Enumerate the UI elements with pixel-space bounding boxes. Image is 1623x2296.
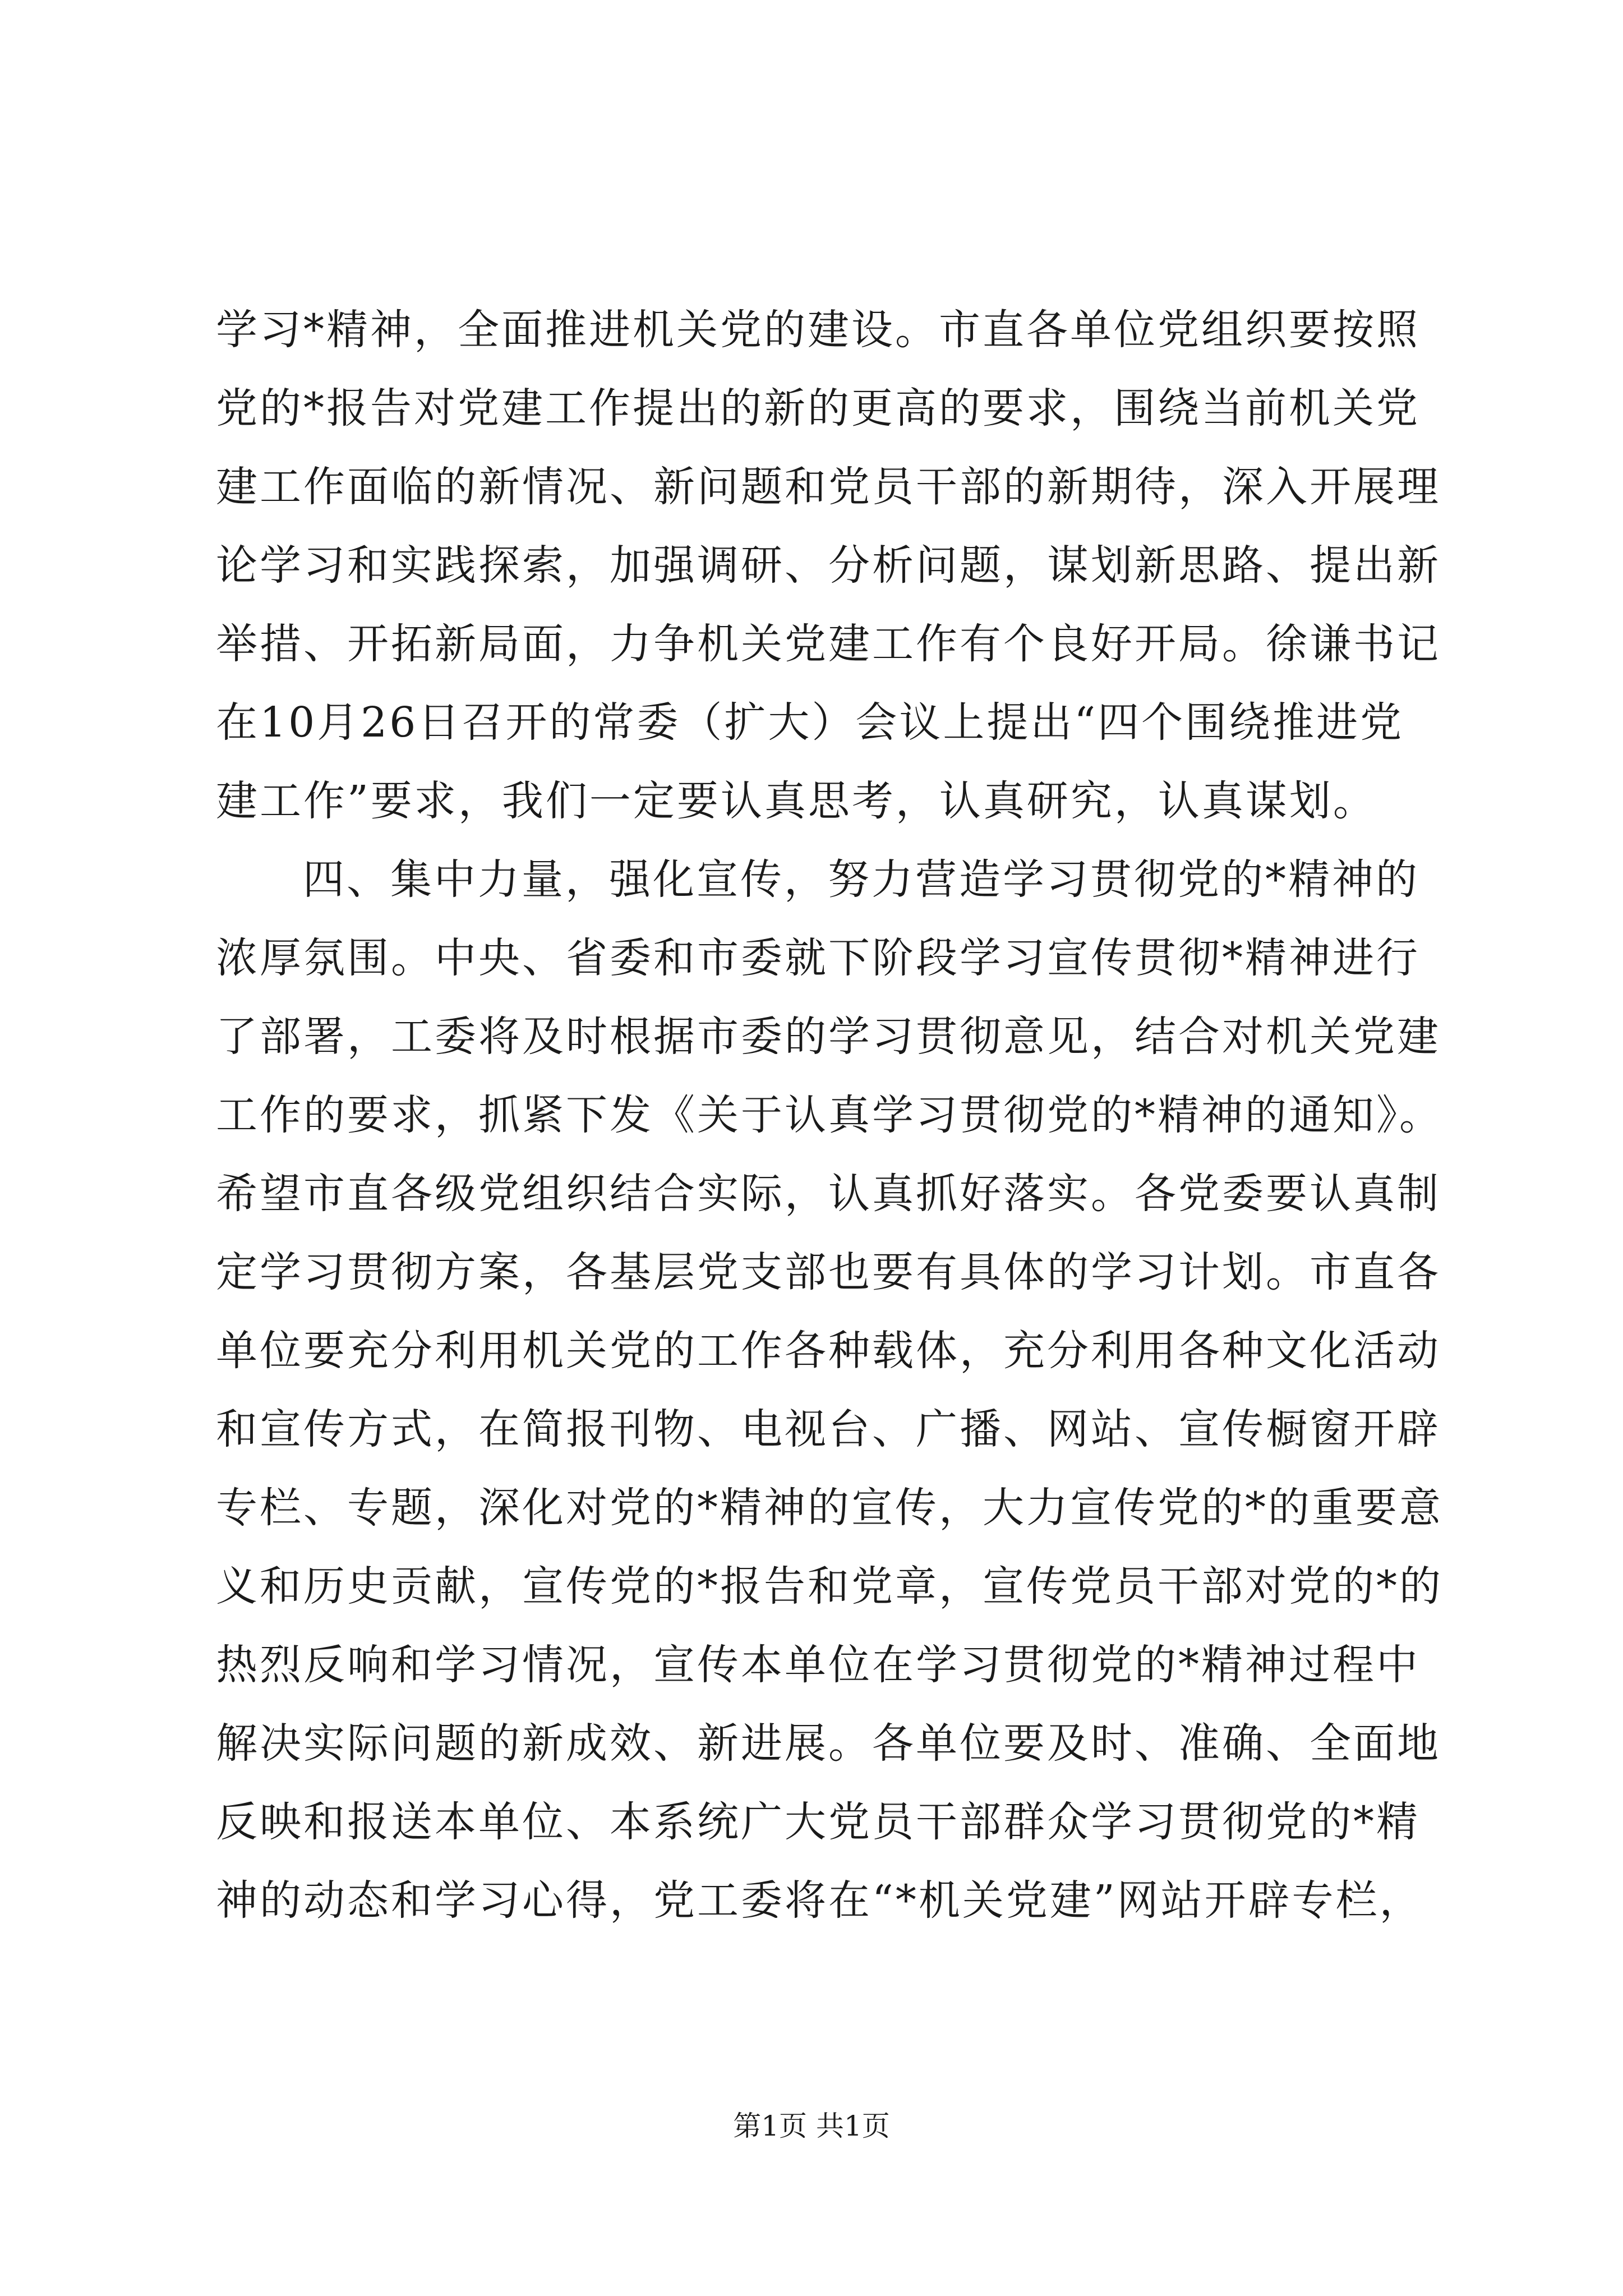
text-line: 在10月26日召开的常委（扩大）会议上提出“四个围绕推进党 [216, 698, 1404, 747]
page-footer [0, 2108, 1623, 2144]
text-line: 了部署，工委将及时根据市委的学习贯彻意见，结合对机关党建 [216, 1013, 1441, 1061]
text-line: 论学习和实践探索，加强调研、分析问题，谋划新思路、提出新 [216, 541, 1441, 590]
text-line: 神的动态和学习心得，党工委将在“*机关党建”网站开辟专栏， [216, 1876, 1423, 1925]
text-line: 希望市直各级党组织结合实际，认真抓好落实。各党委要认真制 [216, 1170, 1441, 1218]
text-line: 学习*精神，全面推进机关党的建设。市直各单位党组织要按照 [216, 306, 1420, 354]
text-line: 和宣传方式，在简报刊物、电视台、广播、网站、宣传橱窗开辟 [216, 1405, 1441, 1453]
text-line: 工作的要求，抓紧下发《关于认真学习贯彻党的*精神的通知》。 [216, 1091, 1443, 1139]
text-line: 义和历史贡献，宣传党的*报告和党章，宣传党员干部对党的*的 [216, 1562, 1443, 1611]
text-line: 解决实际问题的新成效、新进展。各单位要及时、准确、全面地 [216, 1719, 1441, 1768]
text-line: 反映和报送本单位、本系统广大党员干部群众学习贯彻党的*精 [216, 1798, 1420, 1846]
text-line: 举措、开拓新局面，力争机关党建工作有个良好开局。徐谦书记 [216, 620, 1441, 668]
text-line: 定学习贯彻方案，各基层党支部也要有具体的学习计划。市直各 [216, 1248, 1441, 1296]
text-line: 建工作”要求，我们一定要认真思考，认真研究，认真谋划。 [216, 777, 1377, 825]
text-line: 热烈反响和学习情况，宣传本单位在学习贯彻党的*精神过程中 [216, 1641, 1420, 1689]
text-line: 党的*报告对党建工作提出的新的更高的要求，围绕当前机关党 [216, 384, 1420, 432]
text-line: 单位要充分利用机关党的工作各种载体，充分利用各种文化活动 [216, 1327, 1441, 1375]
text-line: 专栏、专题，深化对党的*精神的宣传，大力宣传党的*的重要意 [216, 1484, 1443, 1532]
text-line: 建工作面临的新情况、新问题和党员干部的新期待，深入开展理 [216, 463, 1441, 511]
text-line: 浓厚氛围。中央、省委和市委就下阶段学习宣传贯彻*精神进行 [216, 934, 1420, 982]
paragraph-first-line: 四、集中力量，强化宣传，努力营造学习贯彻党的*精神的 [303, 855, 1419, 904]
page-number-label: 第1页 共1页 [733, 2110, 890, 2142]
